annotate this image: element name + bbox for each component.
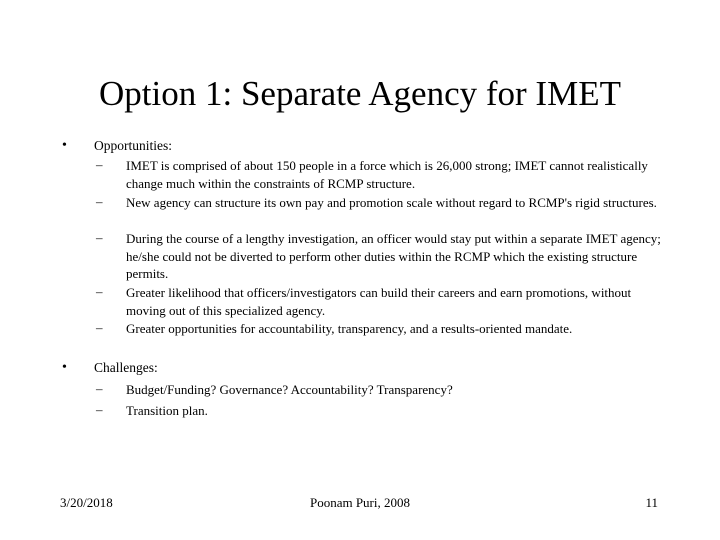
footer-date: 3/20/2018	[60, 495, 113, 510]
footer-page-number: 11	[645, 495, 658, 510]
opportunity-item-1: IMET is comprised of about 150 people in a force which is 26,000 strong; IMET cannot realistically change much within the constraints of RCMP structure.	[126, 158, 648, 191]
footer-author: Poonam Puri, 2008	[309, 495, 411, 510]
heading-opportunities: Opportunities:	[94, 138, 172, 153]
slide-title: Option 1: Separate Agency for IMET	[99, 74, 621, 113]
bullet-challenges: •	[62, 360, 67, 375]
dash-5: –	[96, 320, 103, 335]
challenge-item-1: Budget/Funding? Governance? Accountability? Transparency?	[126, 382, 453, 397]
opportunity-item-2: New agency can structure its own pay and promotion scale without regard to RCMP's rigid structures.	[126, 195, 657, 210]
bullet-opportunities: •	[62, 138, 67, 153]
challenge-item-2: Transition plan.	[126, 403, 208, 418]
opportunity-item-4: Greater likelihood that officers/investigators can build their careers and earn promotions, without moving out of this specialized agency.	[126, 285, 632, 318]
opportunity-item-5: Greater opportunities for accountability, transparency, and a results-oriented mandate.	[126, 321, 573, 336]
dash-7: –	[96, 402, 103, 417]
opportunity-item-3: During the course of a lengthy investigation, an officer would stay put within a separate IMET agency; he/she could not be diverted to perform other duties within the RCMP which the existing structure permits.	[126, 231, 661, 282]
dash-1: –	[96, 157, 103, 172]
dash-4: –	[96, 284, 103, 299]
heading-challenges: Challenges:	[94, 360, 158, 375]
dash-6: –	[96, 381, 103, 396]
dash-3: –	[96, 230, 103, 245]
dash-2: –	[96, 194, 103, 209]
